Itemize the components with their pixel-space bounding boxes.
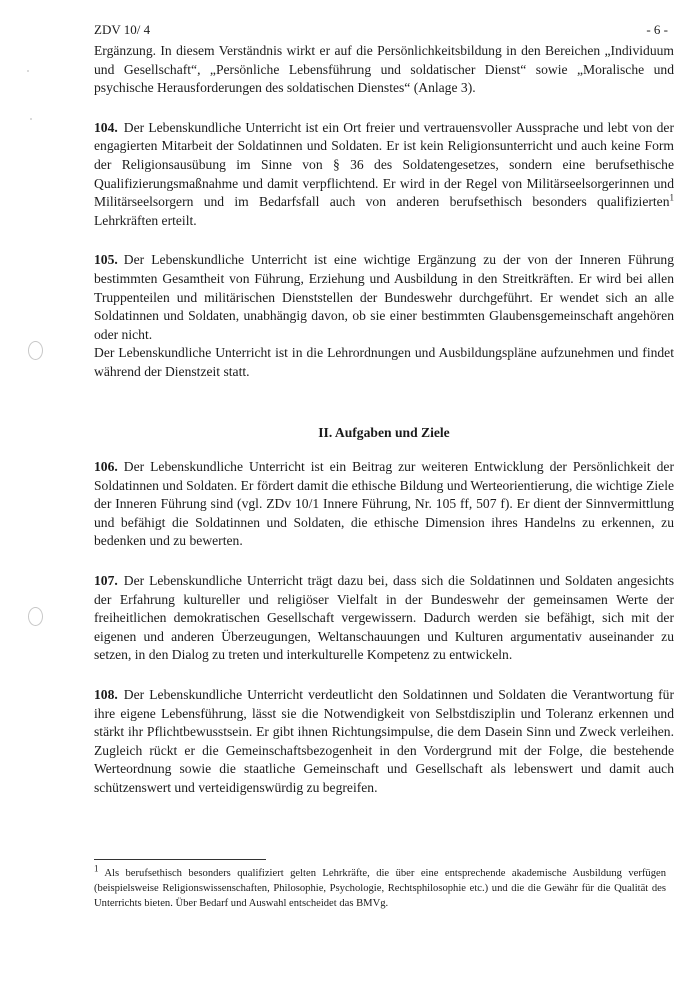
paragraph-105-continued: Der Lebenskundliche Unterricht ist in die Lehrordnungen und Ausbildungspläne aufzunehmen und findet während der Dienstzeit statt.	[94, 345, 674, 379]
paragraph-number: 108.	[94, 687, 118, 703]
paragraph-104: 104. Der Lebenskundliche Unterricht ist ein Ort freier und vertrauensvoller Aussprache und lebt von der engagierten Mitarbeit der Soldatinnen und Soldaten. Er ist kein Religionsunterricht und auch keine Form der Religionsausübung im Sinne von § 36 des Soldatengesetzes, sondern eine berufsethische Qualifizierungsmaßnahme und damit verpflichtend. Er wird in der Regel von Militärseelsorgerinnen und Militärseelsorgern und im Bedarfsfall auch von anderen berufsethisch besonders qualifizierten$^1$ Lehrkräften erteilt.	[94, 119, 674, 228]
scan-speck	[27, 70, 29, 72]
footnote: $^1$ Als berufsethisch besonders qualifiziert gelten Lehrkräfte, die über eine entsprechende akademische Ausbildung verfügen (beispielsweise Religionswissenschaften, Philosophie, Psychologie, Rechtsphilosophie etc.) und die die Gewähr für die Qualität des Unterrichts bieten. Über Bedarf und Auswahl entscheidet das BMVg.	[94, 863, 666, 909]
footnote-divider	[94, 859, 266, 860]
page-body	[94, 42, 674, 819]
punch-hole-mark	[28, 607, 43, 626]
paragraph-107: 107. Der Lebenskundliche Unterricht trägt dazu bei, dass sich die Soldatinnen und Soldaten angesichts der Erfahrung kultureller und religiöser Vielfalt in der Bundeswehr der gemeinsamen Werte der freiheitlichen demokratischen Gesellschaft vergewissern. Dadurch werden sie befähigt, sich mit der eigenen und anderen Überzeugungen, Weltanschauungen und Kulturen argumentativ auseinander zu setzen, in den Dialog zu treten und interkulturelle Kompetenz zu entwickeln.	[94, 573, 674, 663]
section-heading: II. Aufgaben und Ziele	[318, 424, 450, 440]
paragraph-108: 108. Der Lebenskundliche Unterricht verdeutlicht den Soldatinnen und Soldaten die Verantwortung für ihre eigene Lebensführung, lässt sie die Notwendigkeit von Selbstdisziplin und Toleranz erkennen und stärkt ihr Pflichtbewusstsein. Er gibt ihnen Richtungsimpulse, die dem Dasein Sinn und Zweck verleihen. Zugleich rückt er die Gemeinschaftsbezogenheit in den Vordergrund mit der Folge, die bestehende Werteordnung sowie die staatliche Gemeinschaft und Gesellschaft als lebenswert und damit auch schützenswert und verteidigenswürdig zu begreifen.	[94, 687, 674, 795]
footnote-reference[interactable]: 1	[669, 192, 674, 203]
document-id: ZDV 10/ 4	[94, 22, 151, 37]
page-number: - 6 -	[646, 22, 668, 37]
paragraph-number: 107.	[94, 573, 118, 589]
paragraph-105: 105. Der Lebenskundliche Unterricht ist eine wichtige Ergänzung zu der von der Inneren Führung bestimmten Gesamtheit von Führung, Erziehung und Ausbildung in den Streitkräften. Er wird bei allen Truppenteilen und militärischen Dienststellen der Bundeswehr durchgeführt. Er wendet sich an alle Soldatinnen und Soldaten, unabhängig davon, ob sie einer bestimmten Glaubensgemeinschaft angehören oder nicht.	[94, 252, 674, 342]
footnote-mark: 1	[94, 863, 99, 874]
punch-hole-mark	[28, 341, 43, 360]
paragraph-continuation: Ergänzung. In diesem Verständnis wirkt er auf die Persönlichkeitsbildung in den Bereichen „Individuum und Gesellschaft“, „Persönliche Lebensführung und soldatischer Dienst“ sowie „Moralische und psychische Herausforderungen des soldatischen Dienstes“ (Anlage 3).	[94, 43, 674, 96]
page-header	[94, 22, 668, 40]
paragraph-number: 106.	[94, 459, 118, 475]
paragraph-106: 106. Der Lebenskundliche Unterricht ist ein Beitrag zur weiteren Entwicklung der Persönlichkeit der Soldatinnen und Soldaten. Er fördert damit die ethische Bildung und Werteorientierung, die wichtige Ziele der Inneren Führung sind (vgl. ZDv 10/1 Innere Führung, Nr. 105 ff, 507 f). Er dient der Sinnvermittlung und befähigt die Soldatinnen und Soldaten, die ethische Dimension ihres Handelns zu erkennen, zu bedenken und zu bewerten.	[94, 459, 674, 549]
paragraph-number: 104.	[94, 119, 118, 135]
paragraph-number: 105.	[94, 252, 118, 268]
scan-speck	[30, 118, 32, 120]
